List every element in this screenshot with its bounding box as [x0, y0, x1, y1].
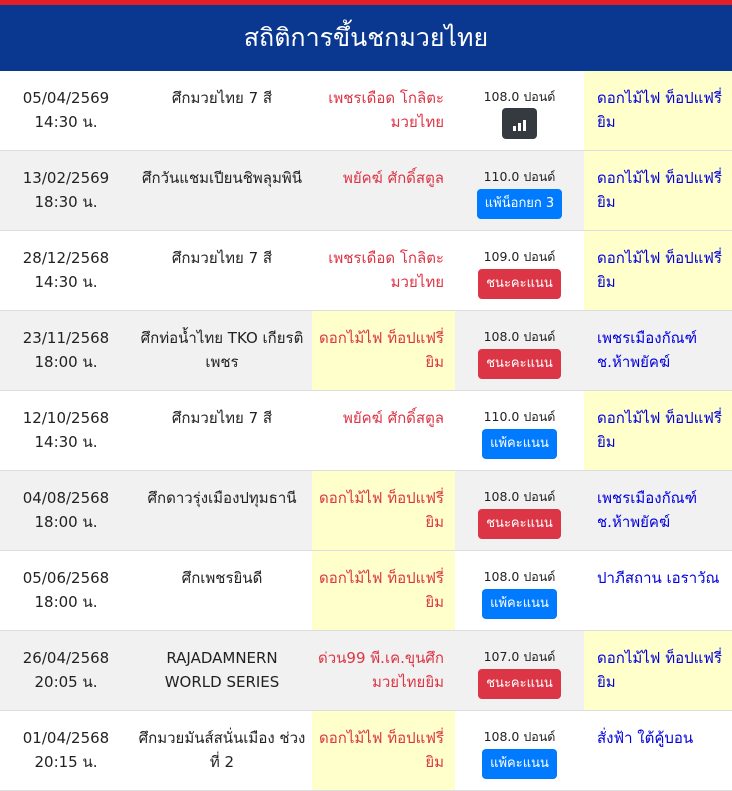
event-name: ศึกวันแชมเปียนชิพลุมพินี — [142, 169, 302, 187]
blue-corner-fighter[interactable]: ดอกไม้ไฟ ท็อปแฟรี่ยิม — [584, 151, 732, 230]
result-badge[interactable]: ชนะคะแนน — [478, 509, 561, 539]
weight-label: 108.0 ปอนด์ — [483, 569, 556, 584]
fight-time: 20:15 น. — [34, 753, 98, 771]
fight-datetime — [0, 471, 132, 550]
fight-time: 14:30 น. — [34, 113, 98, 131]
result-badge[interactable]: แพ้คะแนน — [482, 589, 557, 619]
blue-corner-fighter[interactable]: เพชรเมืองกัณฑ์ ช.ห้าพยัคฆ์ — [597, 329, 698, 371]
result-badge[interactable]: ชนะคะแนน — [478, 349, 561, 379]
result-badge[interactable]: แพ้คะแนน — [482, 749, 557, 779]
fight-row — [0, 551, 732, 631]
weight-label: 108.0 ปอนด์ — [483, 729, 556, 744]
blue-corner-fighter[interactable]: สั่งฟ้า ใต้คู้บอน — [597, 729, 694, 747]
fight-row — [0, 631, 732, 711]
weight-label: 108.0 ปอนด์ — [483, 489, 556, 504]
fight-date: 28/12/2568 — [22, 249, 110, 267]
event-name: ศึกท่อน้ำไทย TKO เกียรติเพชร — [140, 329, 304, 371]
stats-chart-icon[interactable] — [502, 108, 537, 139]
red-corner-fighter[interactable]: พยัคฆ์ ศักดิ์สตูล — [342, 169, 444, 187]
fight-list — [0, 71, 732, 791]
fight-date: 05/04/2569 — [22, 89, 110, 107]
fight-time: 18:30 น. — [34, 193, 98, 211]
fight-row — [0, 71, 732, 151]
result-badge[interactable]: แพ้คะแนน — [482, 429, 557, 459]
fight-date: 01/04/2568 — [22, 729, 110, 747]
page-title: สถิติการขึ้นชกมวยไทย — [0, 5, 732, 71]
weight-label: 108.0 ปอนด์ — [483, 329, 556, 344]
event-name: ศึกดาวรุ่งเมืองปทุมธานี — [147, 489, 297, 507]
fight-result-cell — [455, 231, 584, 310]
fight-datetime — [0, 631, 132, 710]
fight-time: 14:30 น. — [34, 273, 98, 291]
weight-label: 110.0 ปอนด์ — [483, 409, 556, 424]
fight-datetime — [0, 391, 132, 470]
weight-label: 107.0 ปอนด์ — [483, 649, 556, 664]
fight-time: 14:30 น. — [34, 433, 98, 451]
fight-row — [0, 471, 732, 551]
red-corner-fighter[interactable]: ดอกไม้ไฟ ท็อปแฟรี่ยิม — [312, 711, 455, 790]
fight-result-cell — [455, 711, 584, 790]
result-badge[interactable]: ชนะคะแนน — [478, 669, 561, 699]
weight-label: 108.0 ปอนด์ — [483, 89, 556, 104]
red-corner-fighter[interactable]: ดอกไม้ไฟ ท็อปแฟรี่ยิม — [312, 551, 455, 630]
result-badge[interactable]: แพ้น็อกยก 3 — [477, 189, 562, 219]
fight-row — [0, 311, 732, 391]
event-name: ศึกมวยมันส์สนั่นเมือง ช่วงที่ 2 — [138, 729, 306, 771]
fight-row — [0, 391, 732, 471]
fight-datetime — [0, 311, 132, 390]
event-name: ศึกมวยไทย 7 สี — [171, 409, 273, 427]
event-name: ศึกมวยไทย 7 สี — [171, 89, 273, 107]
fight-result-cell — [455, 151, 584, 230]
fight-result-cell — [455, 631, 584, 710]
blue-corner-fighter[interactable]: เพชรเมืองกัณฑ์ ช.ห้าพยัคฆ์ — [597, 489, 698, 531]
red-corner-fighter[interactable]: ดอกไม้ไฟ ท็อปแฟรี่ยิม — [312, 311, 455, 390]
fight-date: 12/10/2568 — [22, 409, 110, 427]
fight-result-cell — [455, 391, 584, 470]
fight-date: 04/08/2568 — [22, 489, 110, 507]
fight-result-cell — [455, 551, 584, 630]
fight-row — [0, 711, 732, 791]
blue-corner-fighter[interactable]: ดอกไม้ไฟ ท็อปแฟรี่ยิม — [584, 71, 732, 150]
fight-result-cell — [455, 71, 584, 150]
fight-datetime — [0, 711, 132, 790]
fight-datetime — [0, 71, 132, 150]
fight-date: 26/04/2568 — [22, 649, 110, 667]
fight-date: 23/11/2568 — [22, 329, 110, 347]
fight-date: 05/06/2568 — [22, 569, 110, 587]
fight-row — [0, 151, 732, 231]
blue-corner-fighter[interactable]: ปาภีสถาน เอราวัณ — [597, 569, 720, 587]
red-corner-fighter[interactable]: พยัคฆ์ ศักดิ์สตูล — [342, 409, 444, 427]
fight-time: 20:05 น. — [34, 673, 98, 691]
fight-result-cell — [455, 311, 584, 390]
fight-datetime — [0, 231, 132, 310]
red-corner-fighter[interactable]: ด่วน99 พี.เค.ขุนศึกมวยไทยยิม — [318, 649, 444, 691]
red-corner-fighter[interactable]: เพชรเดือด โกลิตะมวยไทย — [328, 89, 444, 131]
fight-date: 13/02/2569 — [22, 169, 110, 187]
fight-time: 18:00 น. — [34, 353, 98, 371]
fight-datetime — [0, 151, 132, 230]
result-badge[interactable]: ชนะคะแนน — [478, 269, 561, 299]
blue-corner-fighter[interactable]: ดอกไม้ไฟ ท็อปแฟรี่ยิม — [584, 231, 732, 310]
weight-label: 109.0 ปอนด์ — [483, 249, 556, 264]
event-name: ศึกมวยไทย 7 สี — [171, 249, 273, 267]
fight-time: 18:00 น. — [34, 593, 98, 611]
event-name: ศึกเพชรยินดี — [181, 569, 263, 587]
event-name: RAJADAMNERN WORLD SERIES — [164, 649, 280, 691]
weight-label: 110.0 ปอนด์ — [483, 169, 556, 184]
red-corner-fighter[interactable]: ดอกไม้ไฟ ท็อปแฟรี่ยิม — [312, 471, 455, 550]
fight-time: 18:00 น. — [34, 513, 98, 531]
fight-row — [0, 231, 732, 311]
fight-datetime — [0, 551, 132, 630]
red-corner-fighter[interactable]: เพชรเดือด โกลิตะมวยไทย — [328, 249, 444, 291]
blue-corner-fighter[interactable]: ดอกไม้ไฟ ท็อปแฟรี่ยิม — [584, 391, 732, 470]
fight-result-cell — [455, 471, 584, 550]
blue-corner-fighter[interactable]: ดอกไม้ไฟ ท็อปแฟรี่ยิม — [584, 631, 732, 710]
